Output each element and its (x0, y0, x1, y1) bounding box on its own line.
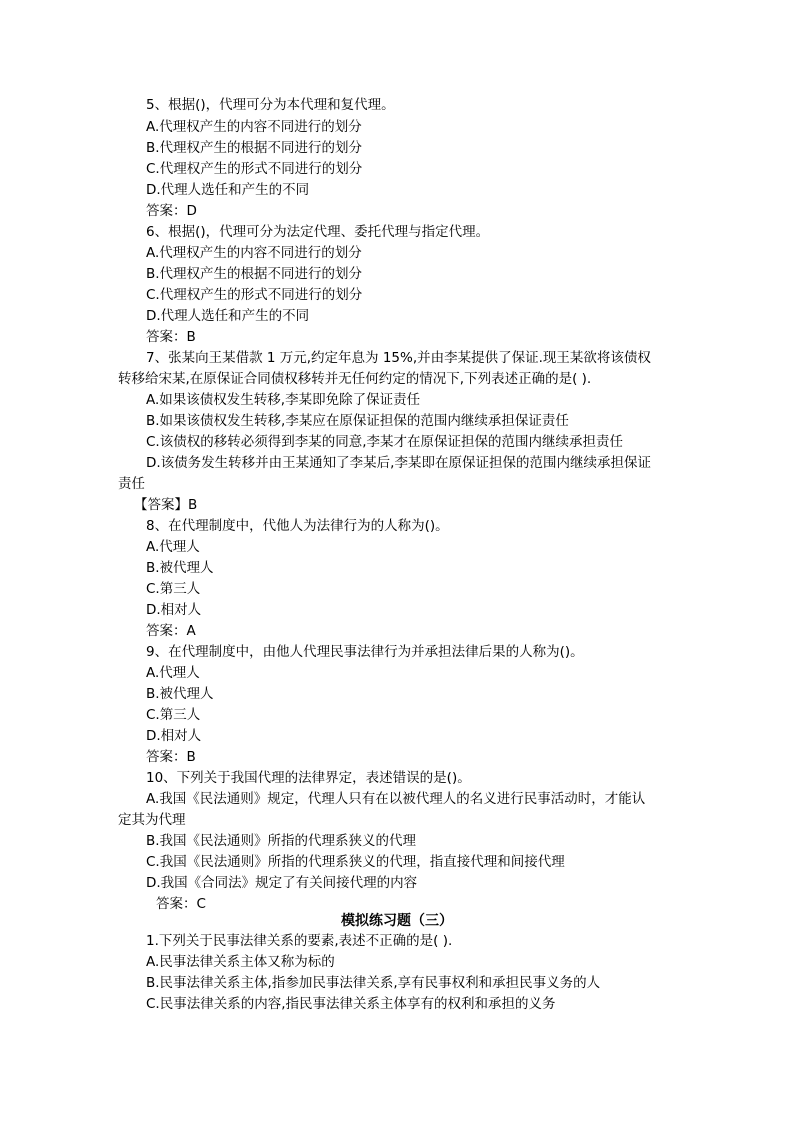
option-d: D.相对人 (146, 728, 202, 744)
question-1: 1.下列关于民事法律关系的要素,表述不正确的是( ). (146, 933, 453, 949)
option-c: C.代理权产生的形式不同进行的划分 (146, 287, 363, 303)
option-b: B.被代理人 (146, 560, 214, 576)
question-7: 7、张某向王某借款 1 万元,约定年息为 15%,并由李某提供了保证.现王某欲将该债权 (146, 350, 651, 366)
option-b: B.代理权产生的根据不同进行的划分 (146, 140, 363, 156)
section-title: 模拟练习题（三） (341, 913, 453, 929)
option-a: A.如果该债权发生转移,李某即免除了保证责任 (146, 392, 421, 408)
question-6: 6、根据()，代理可分为法定代理、委托代理与指定代理。 (146, 224, 490, 240)
question-9: 9、在代理制度中，由他人代理民事法律行为并承担法律后果的人称为()。 (146, 644, 584, 660)
option-c: C.第三人 (146, 581, 201, 597)
option-d: D.相对人 (146, 602, 202, 618)
option-b: B.民事法律关系主体,指参加民事法律关系,享有民事权利和承担民事义务的人 (146, 975, 601, 991)
option-d: D.代理人选任和产生的不同 (146, 308, 310, 324)
option-b: B.如果该债权发生转移,李某应在原保证担保的范围内继续承担保证责任 (146, 413, 569, 429)
option-c: C.民事法律关系的内容,指民事法律关系主体享有的权利和承担的义务 (146, 996, 556, 1012)
option-b: B.我国《民法通则》所指的代理系狭义的代理 (146, 833, 417, 849)
answer: 答案：D (146, 203, 197, 219)
answer: 答案：B (146, 329, 196, 345)
option-a: A.民事法律关系主体又称为标的 (146, 954, 335, 970)
option-c: C.该债权的移转必须得到李某的同意,李某才在原保证担保的范围内继续承担责任 (146, 434, 624, 450)
question-7-cont: 转移给宋某,在原保证合同债权移转并无任何约定的情况下,下列表述正确的是( ). (118, 371, 592, 387)
option-b: B.代理权产生的根据不同进行的划分 (146, 266, 363, 282)
option-a: A.我国《民法通则》规定，代理人只有在以被代理人的名义进行民事活动时，才能认 (146, 791, 646, 807)
answer: 答案：A (146, 623, 196, 639)
option-d: D.代理人选任和产生的不同 (146, 182, 310, 198)
option-d-cont: 责任 (118, 476, 145, 492)
option-a: A.代理权产生的内容不同进行的划分 (146, 245, 362, 261)
question-10: 10、下列关于我国代理的法律界定，表述错误的是()。 (146, 770, 471, 786)
option-c: C.代理权产生的形式不同进行的划分 (146, 161, 363, 177)
answer: 答案：B (146, 749, 196, 765)
option-a: A.代理人 (146, 665, 200, 681)
option-d: D.该债务发生转移并由王某通知了李某后,李某即在原保证担保的范围内继续承担保证 (146, 455, 651, 471)
option-a-cont: 定其为代理 (118, 812, 186, 828)
option-b: B.被代理人 (146, 686, 214, 702)
question-5: 5、根据()，代理可分为本代理和复代理。 (146, 97, 395, 113)
option-d: D.我国《合同法》规定了有关间接代理的内容 (146, 875, 418, 891)
option-a: A.代理人 (146, 539, 200, 555)
option-a: A.代理权产生的内容不同进行的划分 (146, 119, 362, 135)
answer: 答案：C (156, 896, 206, 912)
question-8: 8、在代理制度中，代他人为法律行为的人称为()。 (146, 518, 449, 534)
answer: 【答案】B (134, 497, 198, 513)
option-c: C.第三人 (146, 707, 201, 723)
option-c: C.我国《民法通则》所指的代理系狭义的代理，指直接代理和间接代理 (146, 854, 565, 870)
